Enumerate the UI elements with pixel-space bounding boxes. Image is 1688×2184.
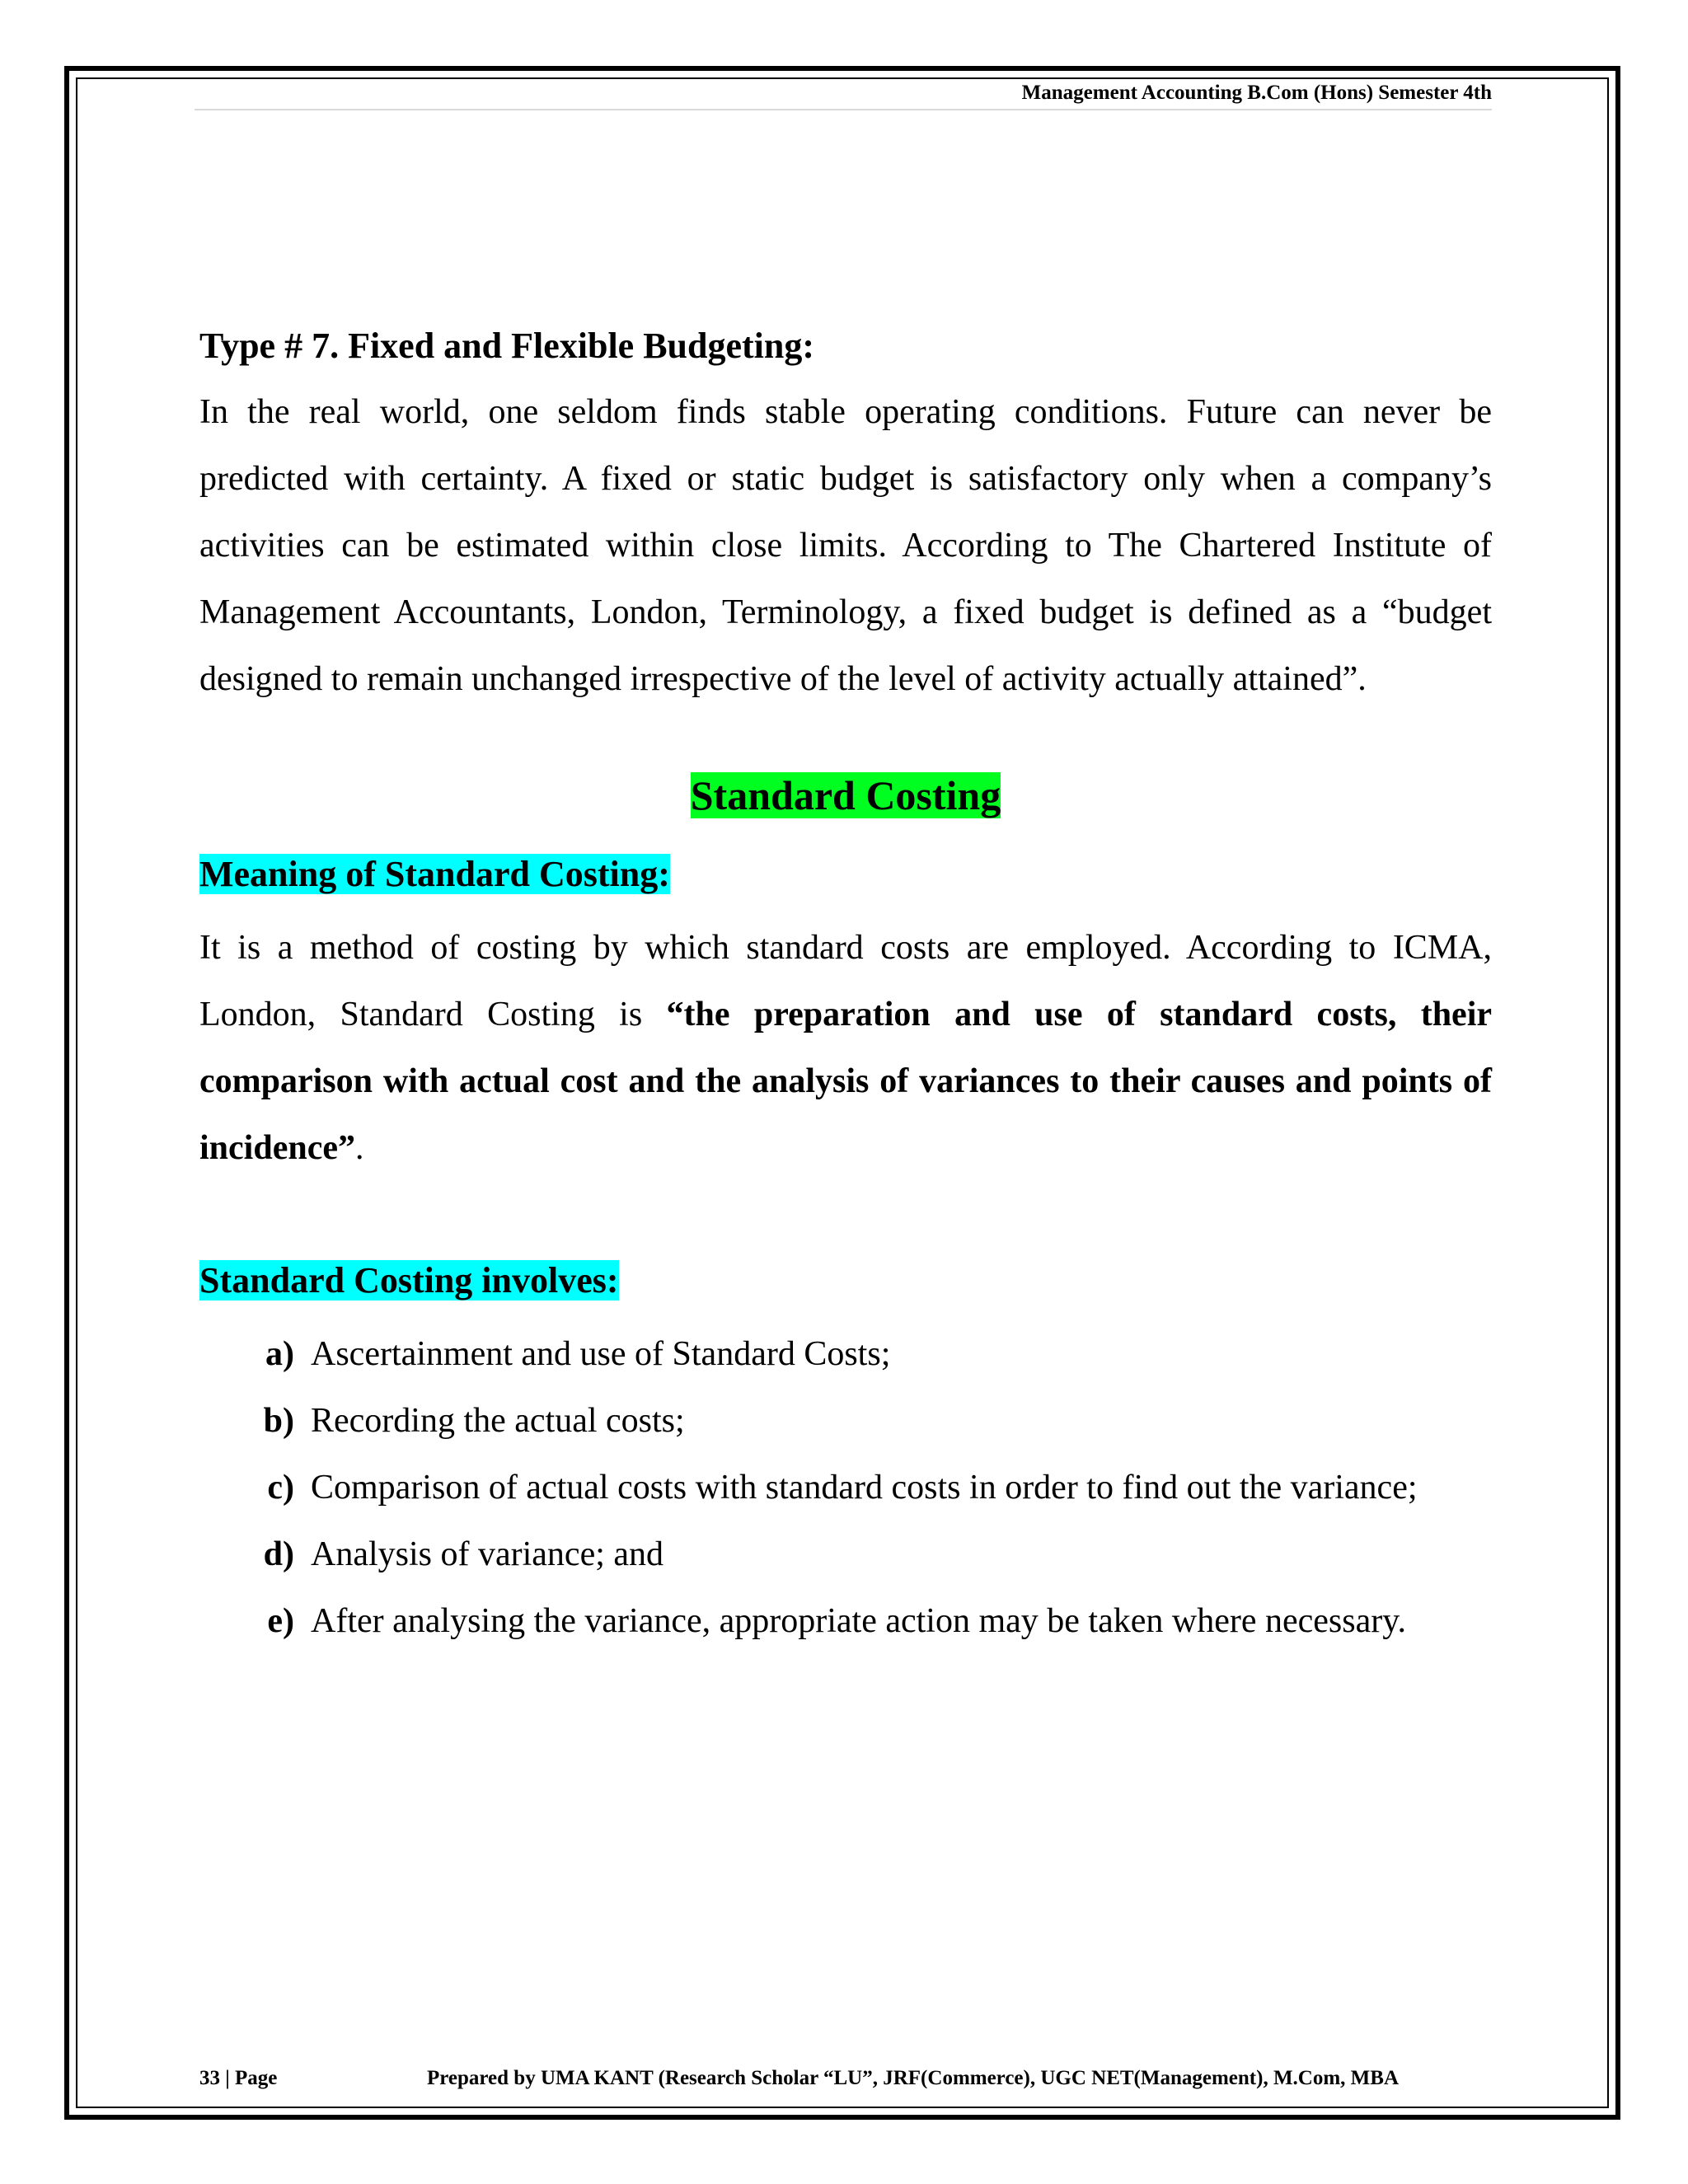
list-item: [199, 1455, 1492, 1521]
icma-definition-quote: “the preparation and use of standard costs, their comparison with actual cost and the analysis of variances to their causes and points of incidence”: [199, 996, 1493, 1167]
meaning-end: .: [354, 1129, 364, 1167]
list-item-text: Comparison of actual costs with standard costs in order to find out the variance;: [311, 1469, 1418, 1507]
list-item: [199, 1521, 1492, 1588]
budgeting-paragraph: In the real world, one seldom finds stable operating conditions. Future can never be predicted with certainty. A fixed or static budget is satisfactory only when a company’s activities can be estimated within close limits. According to The Chartered Institute of Management Accountants, London, Terminology, a fixed budget is defined as a “budget designed to remain unchanged irrespective of the level of activity actually attained”.: [199, 393, 1492, 698]
meaning-intro: It is a method of costing by which standard costs are employed. According to ICMA, London, Standard Costing is: [199, 929, 1492, 1033]
involves-heading-container: [199, 1248, 1492, 1321]
list-item-text: Ascertainment and use of Standard Costs;: [311, 1335, 891, 1373]
section-title-container: [199, 713, 1492, 841]
list-item-text: Analysis of variance; and: [311, 1535, 664, 1573]
list-marker: c): [267, 1469, 294, 1507]
list-marker: a): [265, 1335, 294, 1373]
standard-costing-title: Standard Costing: [690, 772, 1001, 818]
meaning-paragraph: [199, 915, 1492, 1182]
list-item: [199, 1321, 1492, 1388]
section-heading-fixed-flexible-budgeting: Type # 7. Fixed and Flexible Budgeting:: [199, 326, 815, 366]
list-marker: d): [263, 1535, 294, 1573]
footer-page-number: 33 | Page: [199, 2067, 278, 2089]
meaning-heading: Meaning of Standard Costing:: [199, 854, 670, 894]
list-marker: b): [263, 1402, 294, 1440]
involves-list: [199, 1321, 1492, 1655]
involves-heading: Standard Costing involves:: [199, 1260, 619, 1301]
list-item: [199, 1388, 1492, 1455]
spacer: [199, 1182, 1492, 1248]
footer-prepared-by: Prepared by UMA KANT (Research Scholar “LU”, JRF(Commerce), UGC NET(Management), M.Com, MBA: [427, 2067, 1400, 2089]
list-item-text: Recording the actual costs;: [311, 1402, 685, 1440]
page-content: [199, 313, 1492, 1655]
page-header: Management Accounting B.Com (Hons) Semester 4th: [195, 79, 1492, 110]
meaning-heading-container: [199, 841, 1492, 915]
list-item-text: After analysing the variance, appropriate action may be taken where necessary.: [311, 1602, 1406, 1640]
list-marker: e): [267, 1602, 294, 1640]
list-item: [199, 1588, 1492, 1655]
